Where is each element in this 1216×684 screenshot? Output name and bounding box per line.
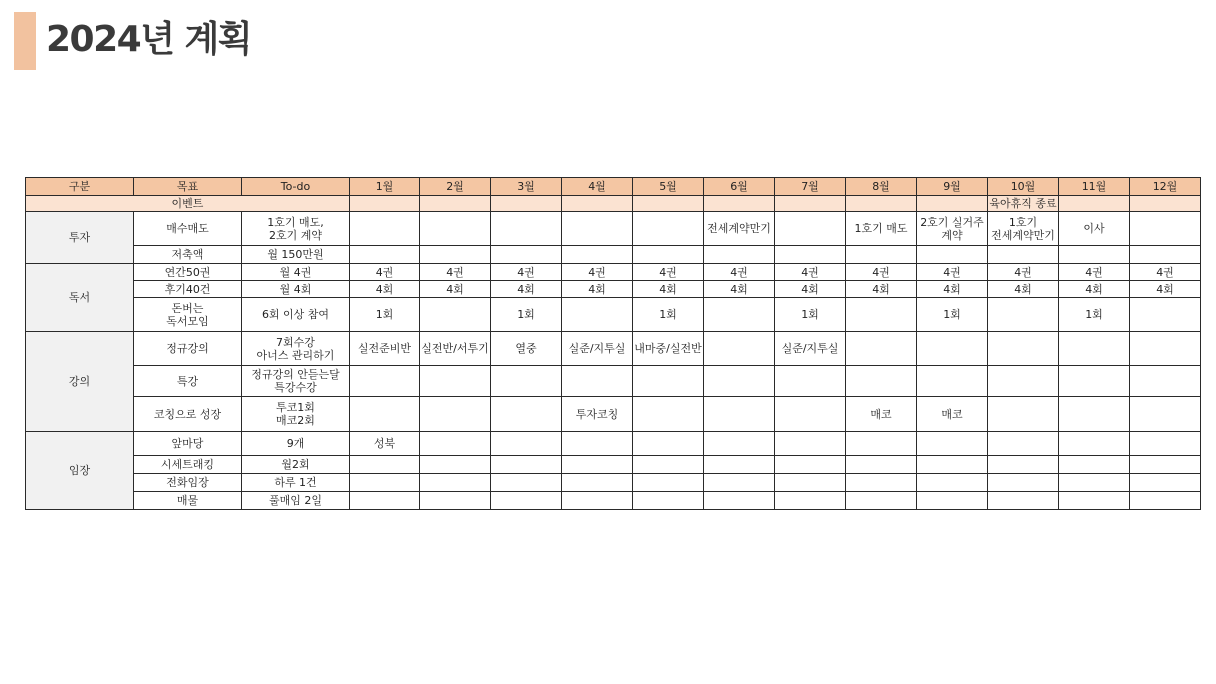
month-cell: 4권	[704, 264, 775, 281]
month-cell: 실전준비반	[350, 332, 420, 366]
month-cell	[562, 212, 633, 246]
table-row	[26, 298, 1201, 332]
month-cell	[988, 397, 1059, 432]
month-cell	[846, 332, 917, 366]
month-cell	[562, 492, 633, 510]
month-cell: 실준/지투실	[562, 332, 633, 366]
column-header: 9월	[917, 178, 988, 196]
column-header: 2월	[420, 178, 491, 196]
month-cell: 4권	[633, 264, 704, 281]
month-cell	[1130, 246, 1201, 264]
goal-cell: 코칭으로 성장	[134, 397, 242, 432]
month-cell: 1회	[917, 298, 988, 332]
column-header: 12월	[1130, 178, 1201, 196]
event-row	[26, 196, 1201, 212]
month-cell	[846, 492, 917, 510]
month-cell	[1059, 397, 1130, 432]
month-cell	[562, 474, 633, 492]
todo-cell: 1호기 매도, 2호기 계약	[242, 212, 350, 246]
goal-cell: 매물	[134, 492, 242, 510]
goal-cell: 후기40건	[134, 281, 242, 298]
month-cell: 4권	[350, 264, 420, 281]
month-cell	[562, 456, 633, 474]
month-cell: 4권	[775, 264, 846, 281]
month-cell	[775, 246, 846, 264]
month-cell	[1059, 332, 1130, 366]
column-header: 8월	[846, 178, 917, 196]
month-cell	[775, 474, 846, 492]
page-title: 2024년 계획	[46, 19, 252, 60]
month-cell: 이사	[1059, 212, 1130, 246]
month-cell: 4권	[1130, 264, 1201, 281]
month-cell	[633, 246, 704, 264]
month-cell: 1호기 전세계약만기	[988, 212, 1059, 246]
table-header-row	[26, 178, 1201, 196]
month-cell: 4권	[562, 264, 633, 281]
month-cell	[1059, 246, 1130, 264]
month-cell	[704, 246, 775, 264]
month-cell	[491, 196, 562, 212]
month-cell	[350, 456, 420, 474]
month-cell	[1059, 196, 1130, 212]
month-cell	[704, 456, 775, 474]
month-cell	[704, 492, 775, 510]
column-header: To-do	[242, 178, 350, 196]
month-cell	[1130, 456, 1201, 474]
table-row	[26, 492, 1201, 510]
column-header: 4월	[562, 178, 633, 196]
month-cell	[420, 432, 491, 456]
table-row	[26, 246, 1201, 264]
month-cell	[633, 492, 704, 510]
category-cell: 투자	[26, 212, 134, 264]
month-cell: 열중	[491, 332, 562, 366]
month-cell: 4권	[491, 264, 562, 281]
todo-cell: 풀매임 2일	[242, 492, 350, 510]
month-cell	[846, 456, 917, 474]
month-cell	[988, 366, 1059, 397]
category-cell: 강의	[26, 332, 134, 432]
month-cell	[1059, 474, 1130, 492]
month-cell	[917, 196, 988, 212]
month-cell	[1130, 397, 1201, 432]
category-cell: 독서	[26, 264, 134, 332]
month-cell: 4회	[420, 281, 491, 298]
month-cell: 4회	[775, 281, 846, 298]
month-cell	[917, 432, 988, 456]
month-cell: 성북	[350, 432, 420, 456]
column-header: 목표	[134, 178, 242, 196]
month-cell	[1059, 456, 1130, 474]
month-cell: 4회	[491, 281, 562, 298]
month-cell	[775, 366, 846, 397]
month-cell: 4권	[846, 264, 917, 281]
goal-cell: 저축액	[134, 246, 242, 264]
todo-cell: 월 4권	[242, 264, 350, 281]
table-row	[26, 366, 1201, 397]
month-cell: 매코	[917, 397, 988, 432]
month-cell	[988, 456, 1059, 474]
month-cell: 4회	[1059, 281, 1130, 298]
month-cell	[775, 397, 846, 432]
month-cell: 1회	[350, 298, 420, 332]
month-cell	[846, 246, 917, 264]
month-cell	[420, 196, 491, 212]
event-label: 이벤트	[26, 196, 350, 212]
todo-cell: 정규강의 안듣는달 특강수강	[242, 366, 350, 397]
table-row	[26, 456, 1201, 474]
month-cell: 2호기 실거주 계약	[917, 212, 988, 246]
month-cell	[420, 366, 491, 397]
table-row	[26, 397, 1201, 432]
month-cell	[562, 196, 633, 212]
month-cell	[1130, 432, 1201, 456]
month-cell	[988, 492, 1059, 510]
column-header: 10월	[988, 178, 1059, 196]
month-cell	[704, 298, 775, 332]
table-row	[26, 332, 1201, 366]
table-row	[26, 432, 1201, 456]
month-cell	[420, 397, 491, 432]
month-cell	[775, 492, 846, 510]
goal-cell: 연간50권	[134, 264, 242, 281]
month-cell	[562, 246, 633, 264]
month-cell	[775, 456, 846, 474]
month-cell	[491, 366, 562, 397]
goal-cell: 앞마당	[134, 432, 242, 456]
month-cell	[633, 474, 704, 492]
todo-cell: 월2회	[242, 456, 350, 474]
month-cell	[491, 492, 562, 510]
goal-cell: 매수매도	[134, 212, 242, 246]
month-cell: 4회	[350, 281, 420, 298]
month-cell: 4권	[1059, 264, 1130, 281]
month-cell: 매코	[846, 397, 917, 432]
month-cell	[350, 246, 420, 264]
month-cell	[917, 474, 988, 492]
month-cell: 1회	[1059, 298, 1130, 332]
month-cell	[846, 366, 917, 397]
title-accent-bar	[14, 12, 36, 70]
month-cell: 내마중/실전반	[633, 332, 704, 366]
month-cell	[562, 432, 633, 456]
month-cell	[704, 397, 775, 432]
goal-cell: 전화임장	[134, 474, 242, 492]
goal-cell: 정규강의	[134, 332, 242, 366]
month-cell: 실전반/서투기	[420, 332, 491, 366]
month-cell: 실준/지투실	[775, 332, 846, 366]
month-cell	[775, 196, 846, 212]
month-cell	[633, 397, 704, 432]
todo-cell: 월 150만원	[242, 246, 350, 264]
month-cell: 1회	[775, 298, 846, 332]
month-cell	[562, 366, 633, 397]
category-cell: 임장	[26, 432, 134, 510]
month-cell	[491, 456, 562, 474]
month-cell	[420, 492, 491, 510]
month-cell: 4회	[633, 281, 704, 298]
month-cell	[1130, 474, 1201, 492]
month-cell: 1회	[491, 298, 562, 332]
month-cell	[988, 474, 1059, 492]
month-cell	[350, 492, 420, 510]
month-cell	[1130, 366, 1201, 397]
table-row	[26, 474, 1201, 492]
todo-cell: 월 4회	[242, 281, 350, 298]
month-cell	[420, 474, 491, 492]
column-header: 5월	[633, 178, 704, 196]
column-header: 6월	[704, 178, 775, 196]
month-cell	[917, 366, 988, 397]
month-cell	[350, 366, 420, 397]
column-header: 3월	[491, 178, 562, 196]
month-cell	[1130, 332, 1201, 366]
column-header: 11월	[1059, 178, 1130, 196]
month-cell	[1130, 212, 1201, 246]
month-cell	[846, 474, 917, 492]
month-cell	[633, 366, 704, 397]
month-cell	[917, 246, 988, 264]
month-cell	[562, 298, 633, 332]
todo-cell: 투코1회 매코2회	[242, 397, 350, 432]
month-cell	[1130, 492, 1201, 510]
month-cell	[633, 456, 704, 474]
month-cell	[491, 212, 562, 246]
month-cell	[988, 432, 1059, 456]
month-cell	[491, 397, 562, 432]
month-cell	[420, 246, 491, 264]
month-cell	[633, 212, 704, 246]
month-cell	[350, 474, 420, 492]
month-cell	[350, 196, 420, 212]
month-cell: 4권	[420, 264, 491, 281]
month-cell	[1059, 492, 1130, 510]
month-cell: 전세계약만기	[704, 212, 775, 246]
month-cell: 4회	[704, 281, 775, 298]
table-row	[26, 212, 1201, 246]
month-cell	[704, 432, 775, 456]
month-cell	[704, 366, 775, 397]
month-cell	[420, 298, 491, 332]
goal-cell: 특강	[134, 366, 242, 397]
month-cell: 4권	[988, 264, 1059, 281]
column-header: 7월	[775, 178, 846, 196]
month-cell	[775, 432, 846, 456]
month-cell	[633, 432, 704, 456]
month-cell	[846, 196, 917, 212]
todo-cell: 하루 1건	[242, 474, 350, 492]
month-cell	[846, 298, 917, 332]
month-cell	[420, 456, 491, 474]
month-cell	[988, 298, 1059, 332]
month-cell: 4권	[917, 264, 988, 281]
month-cell: 1회	[633, 298, 704, 332]
month-cell	[491, 474, 562, 492]
column-header: 구분	[26, 178, 134, 196]
month-cell	[917, 456, 988, 474]
table-row	[26, 264, 1201, 281]
plan-table	[25, 177, 1201, 510]
month-cell: 4회	[846, 281, 917, 298]
todo-cell: 7회수강 아너스 관리하기	[242, 332, 350, 366]
month-cell: 4회	[917, 281, 988, 298]
month-cell	[988, 332, 1059, 366]
month-cell	[350, 397, 420, 432]
month-cell: 투자코칭	[562, 397, 633, 432]
month-cell	[775, 212, 846, 246]
table-row	[26, 281, 1201, 298]
month-cell: 1호기 매도	[846, 212, 917, 246]
month-cell	[491, 246, 562, 264]
month-cell	[1130, 298, 1201, 332]
month-cell: 4회	[1130, 281, 1201, 298]
month-cell	[704, 474, 775, 492]
month-cell	[420, 212, 491, 246]
goal-cell: 시세트래킹	[134, 456, 242, 474]
todo-cell: 9개	[242, 432, 350, 456]
month-cell	[1059, 432, 1130, 456]
month-cell	[917, 332, 988, 366]
month-cell: 육아휴직 종료	[989, 197, 1057, 210]
month-cell	[633, 196, 704, 212]
column-header: 1월	[350, 178, 420, 196]
month-cell	[988, 246, 1059, 264]
month-cell	[704, 196, 775, 212]
month-cell	[917, 492, 988, 510]
month-cell	[1059, 366, 1130, 397]
month-cell	[846, 432, 917, 456]
month-cell	[491, 432, 562, 456]
month-cell	[704, 332, 775, 366]
month-cell	[350, 212, 420, 246]
goal-cell: 돈버는 독서모임	[134, 298, 242, 332]
month-cell	[1130, 196, 1201, 212]
month-cell: 4회	[562, 281, 633, 298]
month-cell: 4회	[988, 281, 1059, 298]
todo-cell: 6회 이상 참여	[242, 298, 350, 332]
